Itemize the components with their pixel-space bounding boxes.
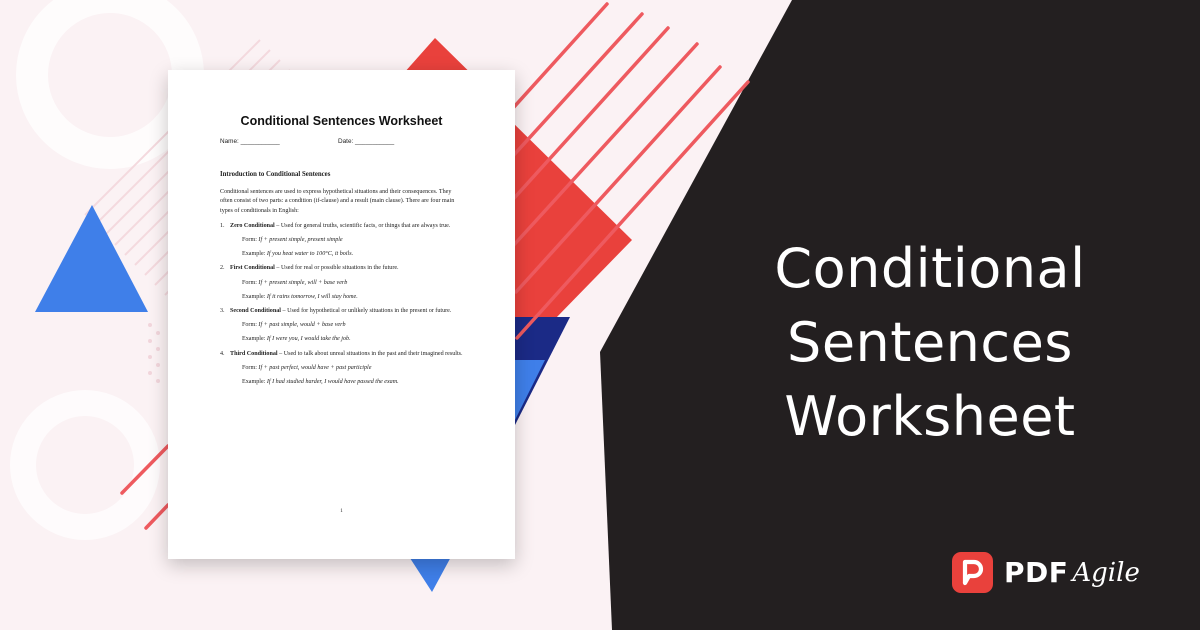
decor-blue-triangle xyxy=(515,360,545,420)
item-number: 3. xyxy=(220,308,225,315)
headline-title xyxy=(700,232,1160,454)
item-name: Third Conditional xyxy=(230,350,278,357)
pdf-agile-logo xyxy=(952,552,1140,593)
item-example: Example: If I had studied harder, I would have passed the exam. xyxy=(242,379,399,386)
item-description: – Used to talk about unreal situations in the past and their imagined results. xyxy=(277,350,463,357)
item-example: Example: If it rains tomorrow, I will stay home. xyxy=(242,293,358,300)
item-number: 4. xyxy=(220,350,225,357)
intro-paragraph: Conditional sentences are used to express hypothetical situations and their consequences. They often consist of two parts: a condition (if-clause) and a result (main clause). There are four main types of conditionals in English: xyxy=(220,189,455,214)
item-form: Form: If + present simple, will + base verb xyxy=(242,279,348,286)
conditional-item xyxy=(220,222,465,260)
item-description: – Used for hypothetical or unlikely situations in the present or future. xyxy=(280,308,452,315)
item-description: – Used for general truths, scientific facts, or things that are always true. xyxy=(274,222,451,229)
decor-dots xyxy=(148,323,160,383)
conditional-item xyxy=(220,307,465,345)
worksheet-name-field: Name: ___________ xyxy=(220,138,280,145)
decor-circle-bottom xyxy=(23,403,147,527)
headline-line: Worksheet xyxy=(784,385,1076,448)
worksheet-document-preview xyxy=(168,70,515,559)
headline-line: Conditional xyxy=(774,237,1086,300)
page-number: 1 xyxy=(340,508,343,514)
brand-agile-text: Agile xyxy=(1072,557,1140,588)
decor-blue-small-triangle xyxy=(408,555,452,592)
item-form: Form: If + past perfect, would have + past participle xyxy=(242,364,372,371)
conditional-item xyxy=(220,264,465,302)
item-description: – Used for real or possible situations in the future. xyxy=(274,265,399,272)
item-name: Second Conditional xyxy=(230,308,281,315)
item-name: First Conditional xyxy=(230,265,275,272)
worksheet-title: Conditional Sentences Worksheet xyxy=(240,114,443,128)
section-title: Introduction to Conditional Sentences xyxy=(220,171,331,178)
worksheet-date-field: Date: ___________ xyxy=(338,138,395,145)
headline-line: Sentences xyxy=(787,311,1073,374)
pdf-agile-logo-icon xyxy=(952,552,993,593)
item-number: 2. xyxy=(220,265,225,272)
decor-blue-triangle-left xyxy=(35,205,148,312)
item-number: 1. xyxy=(220,222,225,229)
item-example: Example: If you heat water to 100°C, it boils. xyxy=(242,251,354,258)
brand-pdf-text: PDF xyxy=(1004,556,1069,589)
item-example: Example: If I were you, I would take the job. xyxy=(242,336,351,343)
worksheet-body xyxy=(220,170,465,392)
decor-circle-top xyxy=(32,0,188,153)
item-form: Form: If + present simple, present simple xyxy=(242,237,343,244)
conditional-item xyxy=(220,350,465,388)
item-name: Zero Conditional xyxy=(230,222,275,229)
item-form: Form: If + past simple, would + base verb xyxy=(242,322,346,329)
